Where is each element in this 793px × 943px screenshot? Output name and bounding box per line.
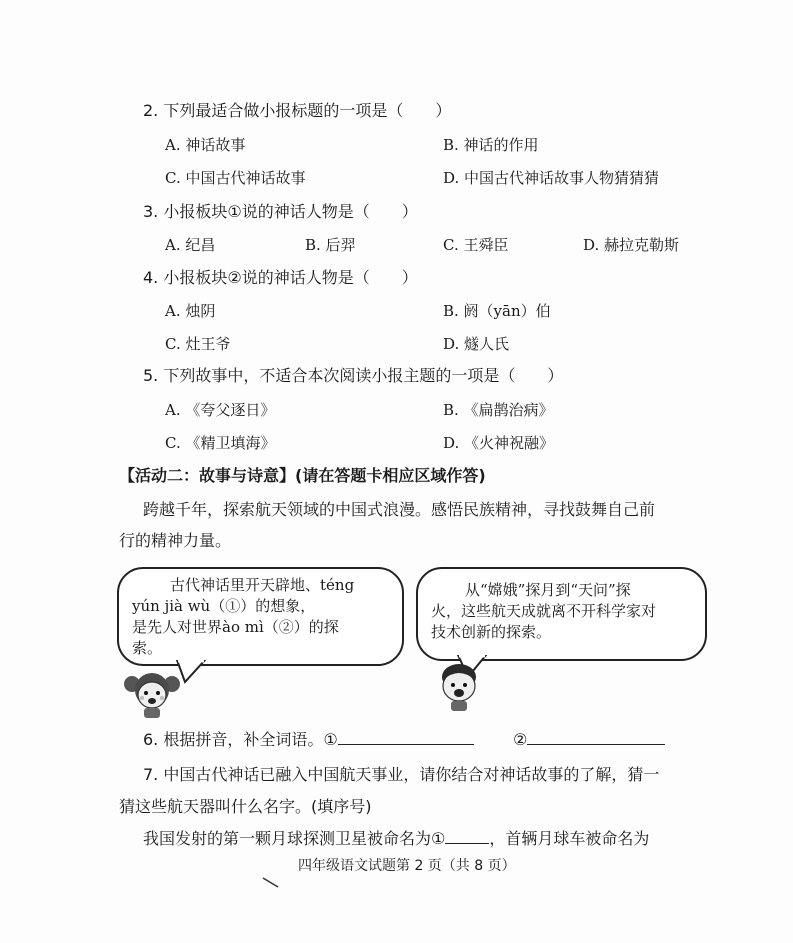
- activity-2-heading: 【活动二：故事与诗意】(请在答题卡相应区域作答): [119, 466, 486, 485]
- q4-option-a: A. 烛阴: [165, 302, 216, 320]
- q2-option-b: B. 神话的作用: [443, 136, 539, 154]
- q2-option-a: A. 神话故事: [165, 136, 246, 154]
- answer-blank-2[interactable]: [527, 744, 665, 745]
- pen-mark: [262, 876, 282, 890]
- q5-option-a: A. 《夸父逐日》: [165, 401, 276, 419]
- answer-blank-1[interactable]: [338, 744, 474, 745]
- q3-option-d: D. 赫拉克勒斯: [583, 236, 680, 254]
- right-bubble-line-1: 从“嫦娥”探月到“天问”探: [465, 581, 631, 599]
- girl-cartoon-icon: [122, 668, 182, 720]
- q3-option-a: A. 纪昌: [165, 236, 216, 254]
- boy-cartoon-icon: [433, 660, 485, 712]
- q4-option-b: B. 阏（yān）伯: [443, 302, 551, 320]
- q5-option-b: B. 《扁鹊治病》: [443, 401, 554, 419]
- left-bubble-line-3: 是先人对世界ào mì（②）的探: [132, 618, 339, 636]
- activity-2-intro-line-2: 行的精神力量。: [119, 531, 232, 550]
- left-bubble-text: [132, 575, 400, 659]
- q4-option-d: D. 燧人氏: [443, 335, 510, 353]
- question-2-stem: 2. 下列最适合做小报标题的一项是（ ）: [143, 101, 452, 120]
- question-3-stem: 3. 小报板块①说的神话人物是（ ）: [143, 202, 418, 221]
- q3-option-b: B. 后羿: [305, 236, 356, 254]
- question-7-line-2: 猜这些航天器叫什么名字。(填序号): [119, 797, 372, 816]
- question-6: [143, 730, 474, 750]
- right-bubble-line-3: 技术创新的探索。: [431, 623, 552, 641]
- q2-option-c: C. 中国古代神话故事: [165, 169, 306, 187]
- question-4-stem: 4. 小报板块②说的神话人物是（ ）: [143, 268, 418, 287]
- q3-option-c: C. 王舜臣: [443, 236, 509, 254]
- q2-option-d: D. 中国古代神话故事人物猜猜猜: [443, 169, 660, 187]
- question-7-line-1: 7. 中国古代神话已融入中国航天事业，请你结合对神话故事的了解，猜一: [143, 765, 660, 784]
- blank-2-marker: ②: [513, 730, 528, 749]
- left-bubble-line-2: yún jià wù（①）的想象，: [132, 597, 316, 615]
- right-bubble-line-2: 火，这些航天成就离不开科学家对: [431, 602, 657, 620]
- page-footer: 四年级语文试题第 2 页（共 8 页）: [298, 858, 516, 874]
- q5-option-d: D. 《火神祝融》: [443, 434, 555, 452]
- answer-blank-7-1[interactable]: [445, 843, 489, 844]
- left-bubble-line-1: 古代神话里开天辟地、téng: [170, 576, 355, 594]
- question-6-blank-2: [513, 730, 665, 750]
- question-5-stem: 5. 下列故事中，不适合本次阅读小报主题的一项是（ ）: [143, 366, 564, 385]
- question-7-line-3b: ，首辆月球车被命名为: [489, 829, 650, 848]
- right-bubble-text: [431, 580, 696, 643]
- q4-option-c: C. 灶王爷: [165, 335, 231, 353]
- question-7-line-3a: 我国发射的第一颗月球探测卫星被命名为①: [143, 829, 446, 848]
- question-6-text: 6. 根据拼音，补全词语。①: [143, 730, 338, 749]
- q5-option-c: C. 《精卫填海》: [165, 434, 276, 452]
- left-bubble-line-4: 索。: [132, 639, 163, 657]
- question-7-line-3: [143, 829, 649, 849]
- activity-2-intro: [119, 494, 743, 556]
- activity-2-intro-line-1: 跨越千年，探索航天领域的中国式浪漫。感悟民族精神，寻找鼓舞自己前: [143, 500, 656, 519]
